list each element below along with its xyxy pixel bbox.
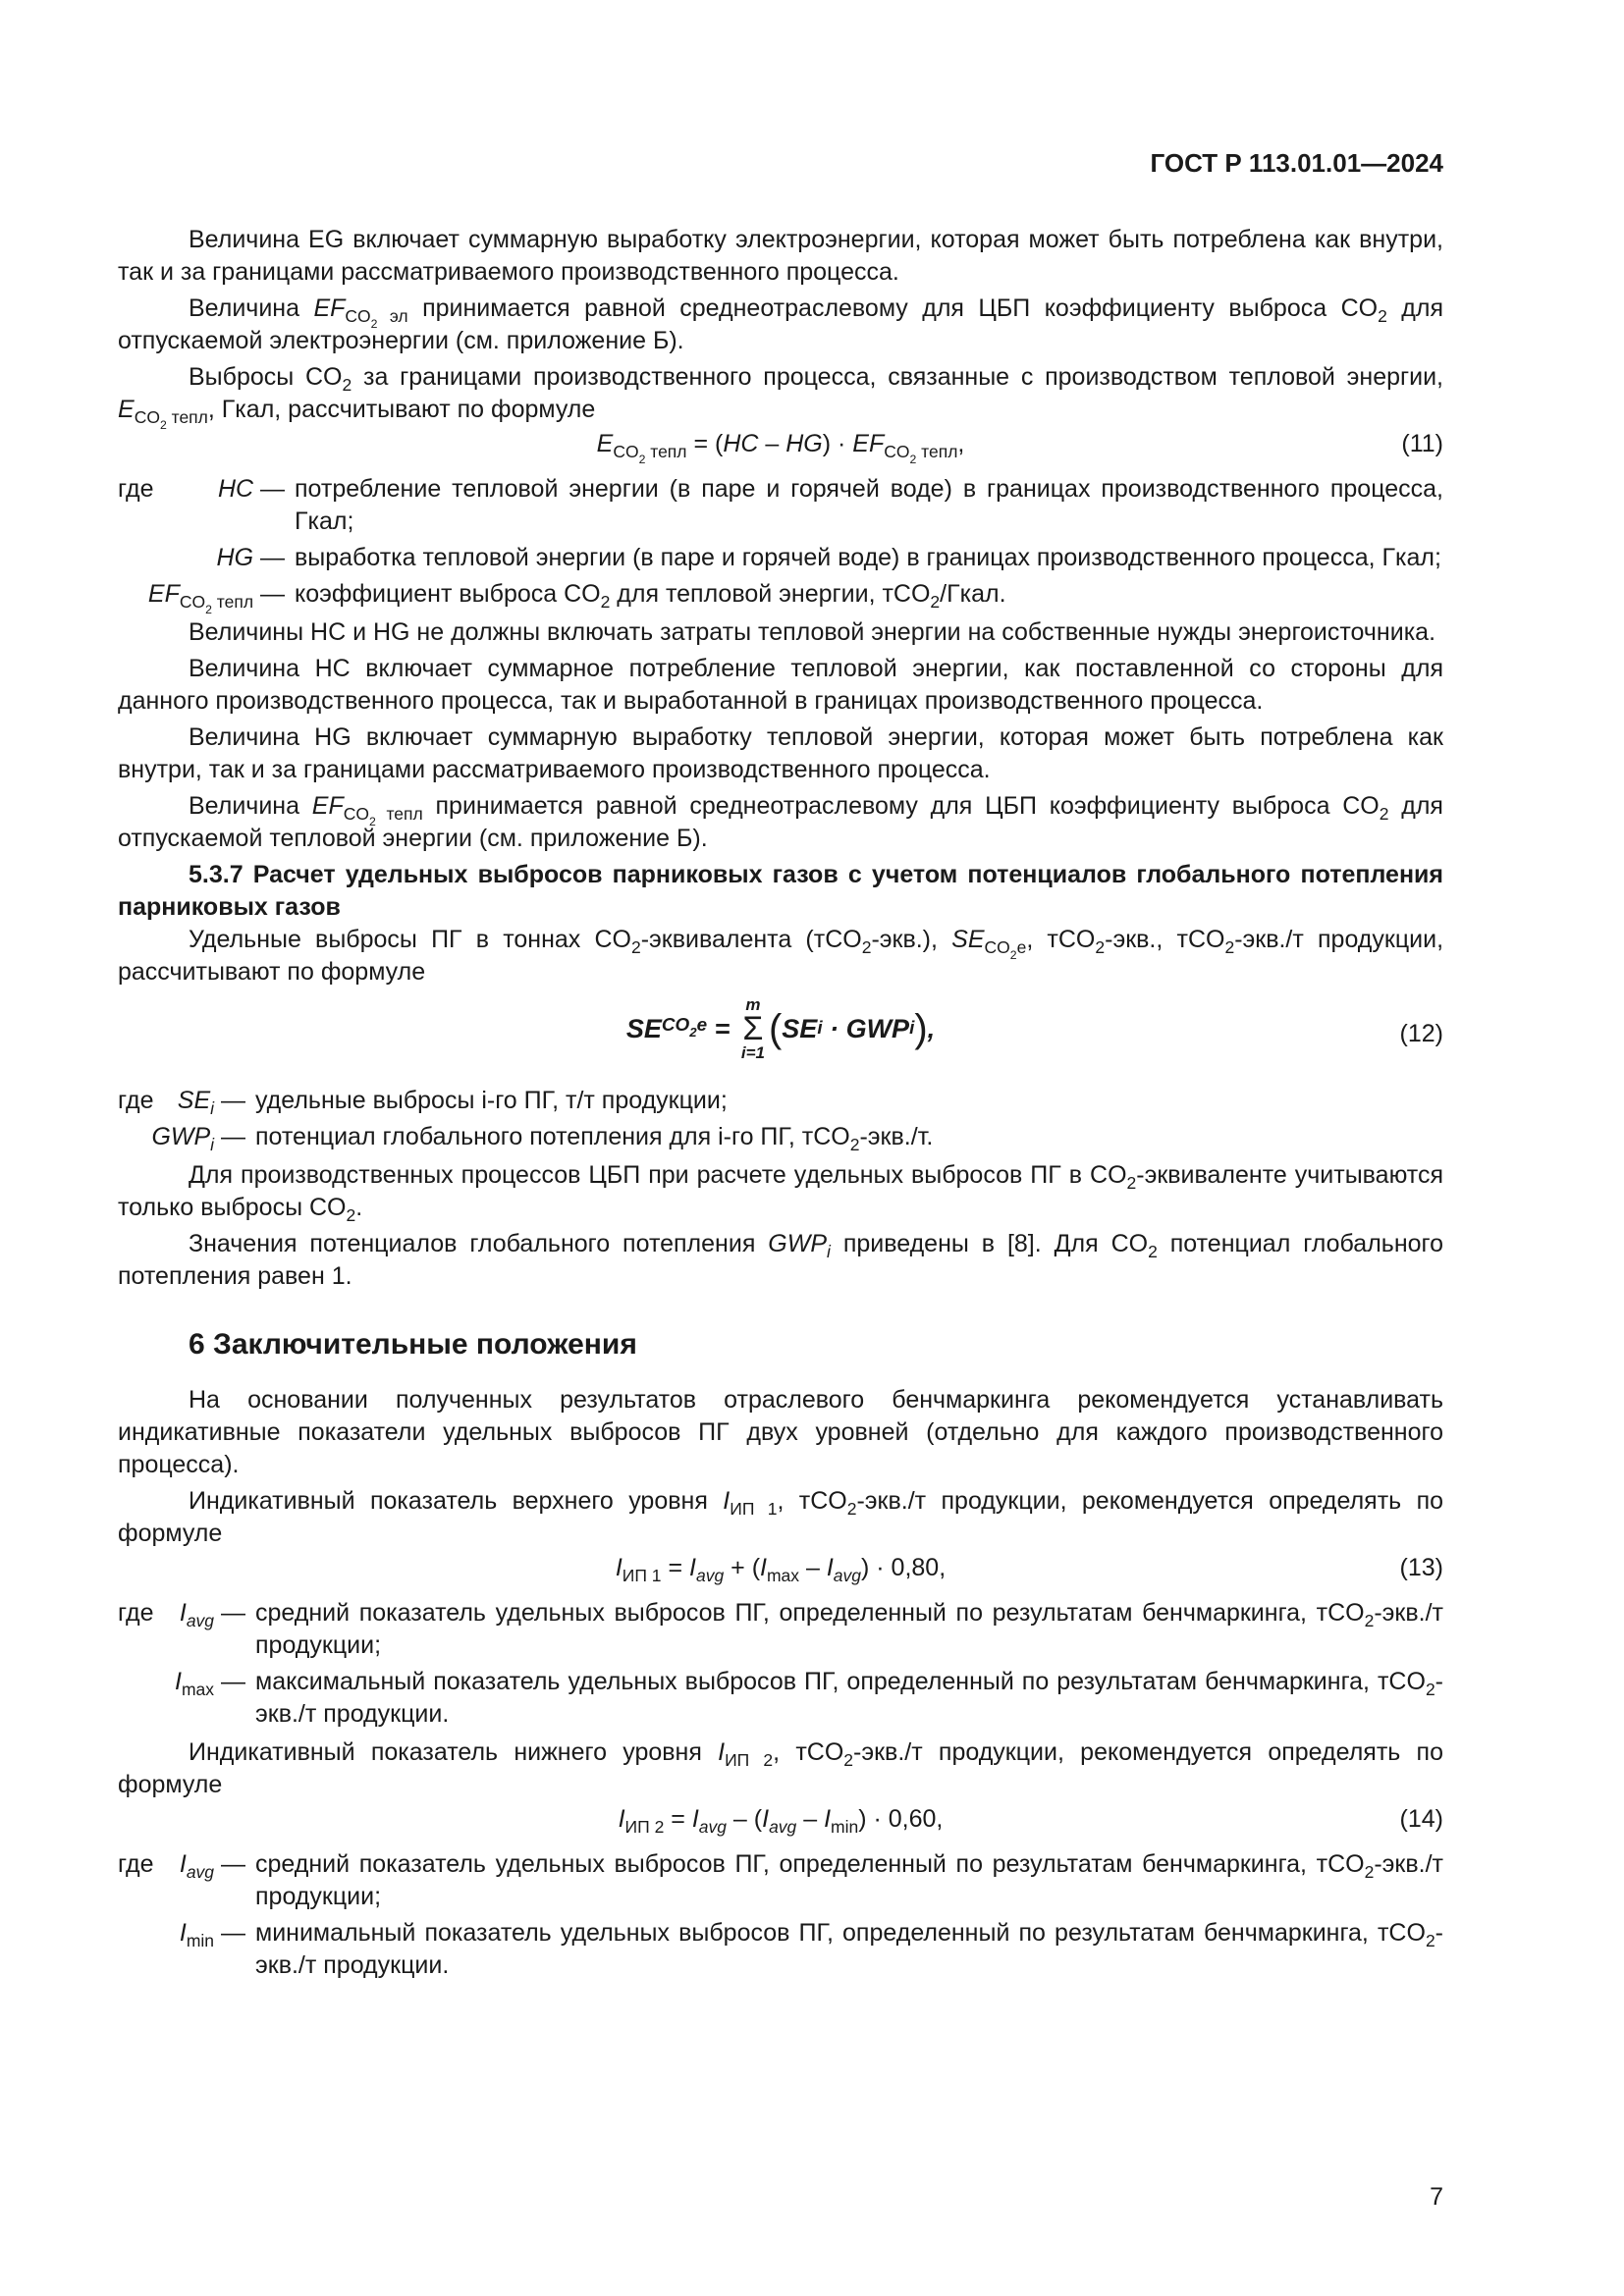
formula-11: $E_{CO_2 тепл} = (HC - HG) \cdot EF_{CO_2 тепл}$, (11) — [596, 430, 1443, 466]
formula-number: (13) — [1399, 1554, 1443, 1581]
formula-number: (12) — [1399, 1020, 1443, 1047]
paragraph-ef-heat: Величина $EF_{CO_2 тепл}$ принимается равной среднеотраслевому для ЦБП коэффициенту выброса $CO_2$ для отпускаемой тепловой энергии (см. приложение Б). — [118, 792, 1443, 852]
definitions-12: где $SE_i$ — удельные выбросы i-го ПГ, т/т продукции; $GWP_i$ — потенциал глобального потепления для i-го ПГ, тCO$_2$-экв./т. — [118, 1087, 934, 1154]
formula-12: SE $CO_2e$ = m Σ i=1 ( SE i · GWP i ) , (12) — [625, 995, 1443, 1062]
sum-operator: m Σ i=1 — [740, 995, 765, 1062]
formula-number: (14) — [1399, 1805, 1443, 1833]
formula-13: $I_{ИП 1} = I_{avg} + (I_{max} - I_{avg}) \cdot 0,80$, (13) — [615, 1554, 1443, 1585]
section-6-heading: 6 Заключительные положения — [189, 1328, 637, 1361]
definitions-13: где $I_{avg}$ — средний показатель удельных выбросов ПГ, определенный по результатам бенчмаркинга, тCO$_2$-экв./т продукции; $I_{max}$ — максимальный показатель удельных выбросов ПГ, определенный по результатам бенчмаркинга, тCO$_2$-экв./т продукции. — [118, 1599, 1443, 1728]
formula-14: $I_{ИП 2} = I_{avg} - (I_{avg} - I_{min}) \cdot 0,60$, (14) — [618, 1805, 1443, 1837]
subsection-5-3-7: 5.3.7 Расчет удельных выбросов парниковых газов с учетом потенциалов глобального потепления парниковых газов — [118, 861, 1443, 921]
paragraph-gwp-values: Значения потенциалов глобального потепления $GWP_i$ приведены в [8]. Для $CO_2$ потенциал глобального потепления равен 1. — [118, 1230, 1443, 1290]
paragraph-specific-emissions: Удельные выбросы ПГ в тоннах $CO_2$-эквивалента (тCO$_2$-экв.), $SE_{CO_2e}$, тCO$_2$-экв., тCO$_2$-экв./т продукции, рассчитывают по формуле — [118, 926, 1444, 986]
paragraph-heat-emissions: Выбросы $CO_2$ за границами производственного процесса, связанные с производством тепловой энергии, $E_{CO_2 тепл}$, Гкал, рассчитывают по формуле — [118, 363, 1444, 432]
paragraph-benchmarking: На основании полученных результатов отраслевого бенчмаркинга рекомендуется устанавливать индикативные показатели удельных выбросов ПГ двух уровней (отдельно для каждого производственного процесса). — [118, 1386, 1443, 1478]
paragraph-co2-only: Для производственных процессов ЦБП при расчете удельных выбросов ПГ в $CO_2$-эквиваленте учитываются только выбросы $CO_2$. — [118, 1161, 1443, 1225]
paragraph-hc-hg: Величины HC и HG не должны включать затраты тепловой энергии на собственные нужды энергоисточника. — [189, 618, 1436, 646]
definitions-11: где HC — потребление тепловой энергии (в паре и горячей воде) в границах производственного процесса, Гкал; HG — выработка тепловой энергии (в паре и горячей воде) в границах производственного процесса, Гкал; $EF_{CO_2 тепл}$ — коэффициент выброса $CO_2$ для тепловой энергии, тCO$_2$/Гкал. — [118, 475, 1443, 616]
paragraph-eg: Величина EG включает суммарную выработку электроэнергии, которая может быть потреблена как внутри, так и за границами рассматриваемого производственного процесса. — [118, 226, 1443, 286]
standard-id-header: ГОСТ Р 113.01.01—2024 — [1150, 148, 1443, 178]
paragraph-hg: Величина HG включает суммарную выработку тепловой энергии, которая может быть потреблена как внутри, так и за границами рассматриваемого производственного процесса. — [118, 723, 1443, 783]
document-page — [118, 0, 1443, 2296]
paragraph-ef-el: Величина $EF_{CO_2 эл}$ принимается равной среднеотраслевому для ЦБП коэффициенту выброса $CO_2$ для отпускаемой электроэнергии (см. приложение Б). — [118, 294, 1443, 354]
formula-number: (11) — [1401, 430, 1443, 457]
paragraph-upper-indicator: Индикативный показатель верхнего уровня $I_{ИП 1}$, тCO$_2$-экв./т продукции, рекомендуется определять по формуле — [118, 1487, 1444, 1547]
document-body — [118, 224, 1443, 1988]
definitions-14: где $I_{avg}$ — средний показатель удельных выбросов ПГ, определенный по результатам бенчмаркинга, тCO$_2$-экв./т продукции; $I_{min}$ — минимальный показатель удельных выбросов ПГ, определенный по результатам бенчмаркинга, тCO$_2$-экв./т продукции. — [118, 1850, 1443, 1979]
page-number: 7 — [1430, 2183, 1443, 2211]
paragraph-lower-indicator: Индикативный показатель нижнего уровня $I_{ИП 2}$, тCO$_2$-экв./т продукции, рекомендуется определять по формуле — [118, 1738, 1443, 1798]
paragraph-hc: Величина HC включает суммарное потребление тепловой энергии, как поставленной со стороны для данного производственного процесса, так и выработанной в границах производственного процесса. — [118, 655, 1443, 715]
